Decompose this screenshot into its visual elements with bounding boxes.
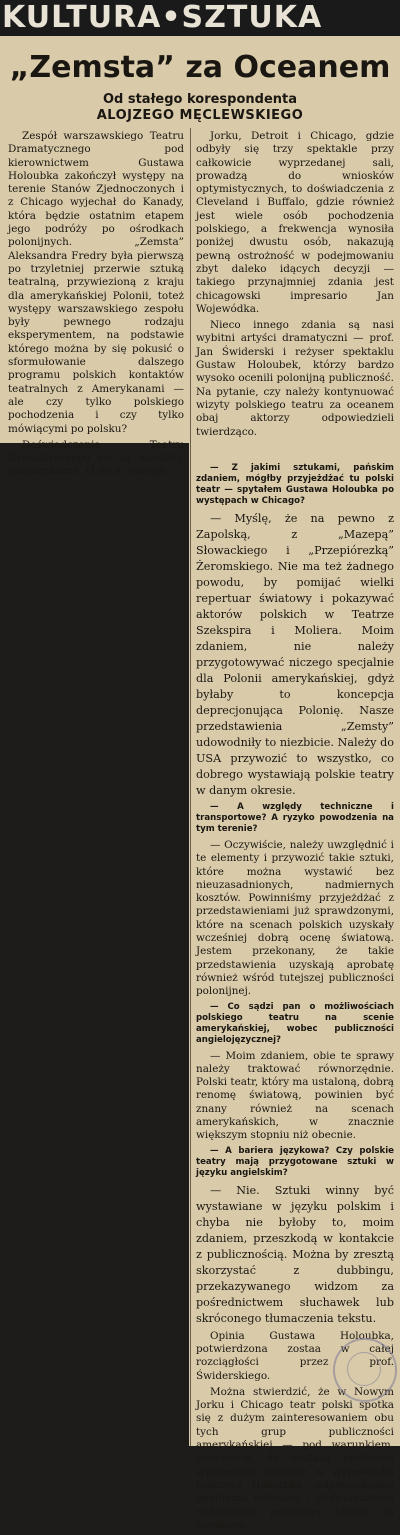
- byline-line-2: ALOJZEGO MĘCLEWSKIEGO: [96, 108, 304, 123]
- interview-answer: — Moim zdaniem, obie te sprawy należy traktować równorzędnie. Polski teatr, który ma ustaloną, dobrą renomę światową, powinien być znany również na scenach amerykańskich, w znacznie większym stopniu niż obecnie.: [196, 1049, 394, 1142]
- paragraph: Jorku, Detroit i Chicago, gdzie odbyły się trzy spektakle przy całkowicie wyprzedanej sali, prowadzą do wniosków optymistycznych, to doświadczenia z Cleveland i Buffalo, gdzie również jest wiele osób pochodzenia polskiego, a frekwencja wynosiła poniżej dwustu osób, nakazują pewną ostrożność w podejmowaniu zbyt daleko idących decyzji — takiego przynajmniej zdania jest chicagowski impresario Jan Wojewódka.: [196, 130, 394, 315]
- stamp-inner-ring: [347, 1352, 381, 1386]
- interview-question: — A bariera językowa? Czy polskie teatry mają przygotowane sztuki w języku angielskim?: [196, 1145, 394, 1178]
- byline-line-1: Od stałego korespondenta: [102, 92, 298, 107]
- left-column: [8, 130, 184, 482]
- interview-answer: — Oczywiście, należy uwzględnić i te elementy i przywozić takie sztuki, które można wystawić bez nieuzasadnionych, nadmiernych kosztów. Powinniśmy przyjeżdżać z przedstawieniami już sprawdzonymi, które na scenach polskich uzyskały wcześniej dobrą ocenę światową. Jestem przekonany, że takie przedstawienia uzyskają aprobatę również wśród tutejszej publiczności polonijnej.: [196, 839, 394, 998]
- interview-question: — A względy techniczne i transportowe? A ryzyko powodzenia na tym terenie?: [196, 802, 394, 834]
- right-column-top: [196, 130, 394, 442]
- section-header: [0, 0, 400, 36]
- paragraph: Doświadczenia Teatru Dramatycznego nie są, niestety, jednoznaczne. O ile w Nowym: [8, 438, 184, 478]
- archive-stamp-icon: [333, 1338, 397, 1402]
- column-divider: [190, 128, 191, 1446]
- paragraph: Zespół warszawskiego Teatru Dramatycznego pod kierownictwem Gustawa Holoubka zakończył występy na terenie Stanów Zjednoczonych i z Chicago wyjechał do Kanady, która będzie ostatnim etapem jego podróży po ośrodkach polonijnych. „Zemsta” Aleksandra Fredry była pierwszą po trzyletniej przerwie sztuką teatralną, przywiezioną z kraju dla amerykańskiej Polonii, toteż występy warszawskiego zespołu były pewnego rodzaju eksperymentem, na podstawie którego można by się pokusić o sformułowanie dalszego programu polskich kontaktów teatralnych z Amerykanami — ale czy tylko polskiego pochodzenia i czy tylko mówiącymi po polsku?: [8, 130, 184, 435]
- interview-answer: — Nie. Sztuki winny być wystawiane w języku polskim i chyba nie byłoby to, moim zdaniem, przeszkodą w kontakcie z publicznością. Można by zresztą skorzystać z dubbingu, przekazywanego widzom za pośrednictwem słuchawek lub skróconego tłumaczenia tekstu.: [196, 1183, 394, 1325]
- paragraph: Opinia Gustawa Holoubka, potwierdzona zostaa w całej rozciągłości przez prof. Świderskiego.: [196, 1329, 394, 1382]
- article-headline: „Zemsta” za Oceanem: [9, 50, 391, 85]
- interview-question: — Co sądzi pan o możliwościach polskiego teatru na scenie amerykańskiej, wobec publiczności angielojęzycznej?: [196, 1001, 394, 1045]
- interview-question: — Z jakimi sztukami, pańskim zdaniem, mógłby przyjeżdżać tu polski teatr — spytałem Gustawa Holoubka po występach w Chicago?: [196, 463, 394, 506]
- section-title: KULTURA•SZTUKA: [2, 0, 323, 35]
- paragraph: Nieco innego zdania są nasi wybitni artyści dramatyczni — prof. Jan Świderski i reżyser spektaklu Gustaw Holoubek, którzy bardzo wysoko ocenili polonijną publiczność. Na pytanie, czy należy kontynuować wizyty polskiego teatru za oceanem obaj aktorzy odpowiedzieli twierdząco.: [196, 319, 394, 438]
- paragraph: Można stwierdzić, że w Nowym Jorku i Chicago teatr polski spotka się z dużym zainteresowaniem obu tych grup publiczności amerykańskiej — pod warunkiem, oczywiście, że zostaną spełnione wymagania zawarte w wypowiedzi Gustawa Holoubka, odpowiadające ogólnemu odczuciu i doświadczeniu miłośników polskiego teatru za oceanem.: [196, 1385, 394, 1531]
- interview-answer: — Myślę, że na pewno z Zapolską, z „Mazepą” Słowackiego i „Przepiórezką” Żeromskiego. Nie ma też żadnego powodu, by pomijać wielki repertuar światowy i pokazywać aktorów polskich w Teatrze Szekspira i Moliera. Moim zdaniem, nie należy przygotowywać niczego specjalnie dla Polonii amerykańskiej, gdyż byłaby to koncepcja deprecjonująca Polonię. Nasze przedstawienia „Zemsty” udowodniły to niezbicie. Należy do USA przywozić to wszystko, co dobrego wystawiają polskie teatry w danym okresie.: [196, 512, 394, 797]
